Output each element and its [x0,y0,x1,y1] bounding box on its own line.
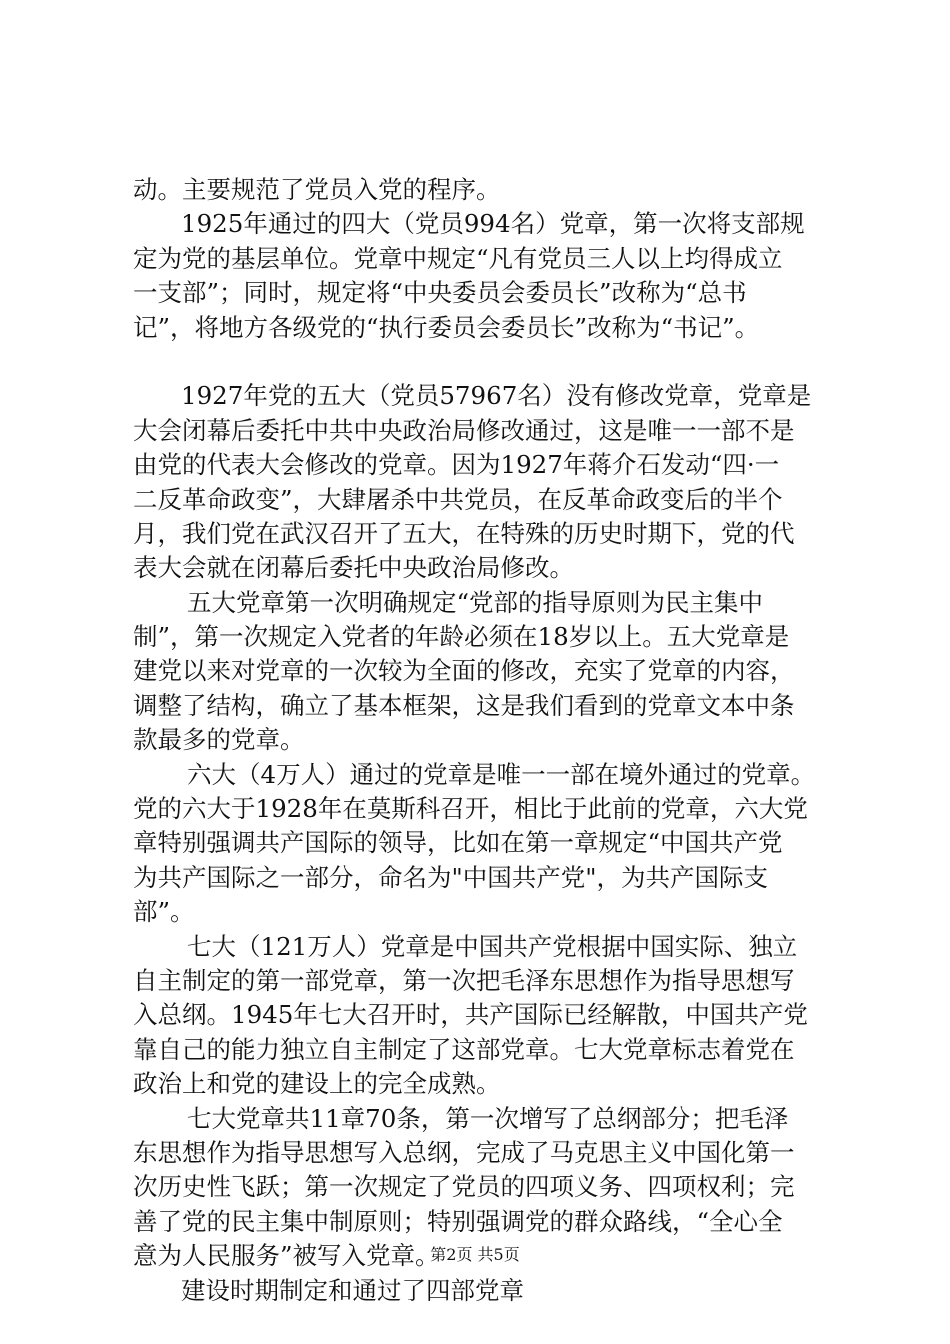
text-line: 六大（4万人）通过的党章是唯一一部在境外通过的党章。 [187,759,816,789]
text-line: 款最多的党章。 [133,725,305,755]
text-line: 东思想作为指导思想写入总纲，完成了马克思主义中国化第一 [133,1137,795,1167]
text-line: 五大党章第一次明确规定“党部的指导原则为民主集中 [187,587,764,617]
text-line: 定为党的基层单位。党章中规定“凡有党员三人以上均得成立 [133,243,783,273]
text-line: 制”，第一次规定入党者的年龄必须在18岁以上。五大党章是 [133,622,790,652]
text-line: 月，我们党在武汉召开了五大，在特殊的历史时期下，党的代 [133,518,795,548]
text-line: 大会闭幕后委托中共中央政治局修改通过，这是唯一一部不是 [133,415,795,445]
text-line: 为共产国际之一部分，命名为"中国共产党"，为共产国际支 [133,862,769,892]
text-line: 次历史性飞跃；第一次规定了党员的四项义务、四项权利；完 [133,1172,795,1202]
text-line: 建党以来对党章的一次较为全面的修改，充实了党章的内容， [133,656,795,686]
text-line: 一支部”；同时，规定将“中央委员会委员长”改称为“总书 [133,278,747,308]
text-line: 七大（121万人）党章是中国共产党根据中国实际、独立 [187,931,798,961]
text-line: 部”。 [133,897,195,927]
text-line: 1927年党的五大（党员57967名）没有修改党章，党章是 [181,381,812,411]
text-line: 由党的代表大会修改的党章。因为1927年蒋介石发动“四·一 [133,450,780,480]
text-line: 二反革命政变”，大肆屠杀中共党员，在反革命政变后的半个 [133,484,783,514]
text-line: 政治上和党的建设上的完全成熟。 [133,1069,501,1099]
page-footer: 第2页 共5页 [430,1245,520,1264]
text-line: 靠自己的能力独立自主制定了这部党章。七大党章标志着党在 [133,1034,795,1064]
text-line: 调整了结构，确立了基本框架，这是我们看到的党章文本中条 [133,690,795,720]
text-line: 记”，将地方各级党的“执行委员会委员长”改称为“书记”。 [133,312,760,342]
text-line: 动。主要规范了党员入党的程序。 [133,175,501,204]
text-line: 章特别强调共产国际的领导，比如在第一章规定“中国共产党 [133,828,783,858]
text-line: 党的六大于1928年在莫斯科召开，相比于此前的党章，六大党 [133,794,808,824]
text-line: 表大会就在闭幕后委托中央政治局修改。 [133,553,574,583]
text-line: 七大党章共11章70条，第一次增写了总纲部分；把毛泽 [187,1103,789,1133]
document-body [133,173,833,1308]
text-line: 善了党的民主集中制原则；特别强调党的群众路线，“全心全 [133,1206,783,1236]
text-line: 入总纲。1945年七大召开时，共产国际已经解散，中国共产党 [133,1000,808,1030]
text-line: 自主制定的第一部党章，第一次把毛泽东思想作为指导思想写 [133,965,795,995]
text-line: 意为人民服务”被写入党章。 [133,1241,440,1271]
text-line: 1925年通过的四大（党员994名）党章，第一次将支部规 [181,209,805,239]
blank-line [133,345,833,379]
text-line: 建设时期制定和通过了四部党章 [181,1275,524,1305]
